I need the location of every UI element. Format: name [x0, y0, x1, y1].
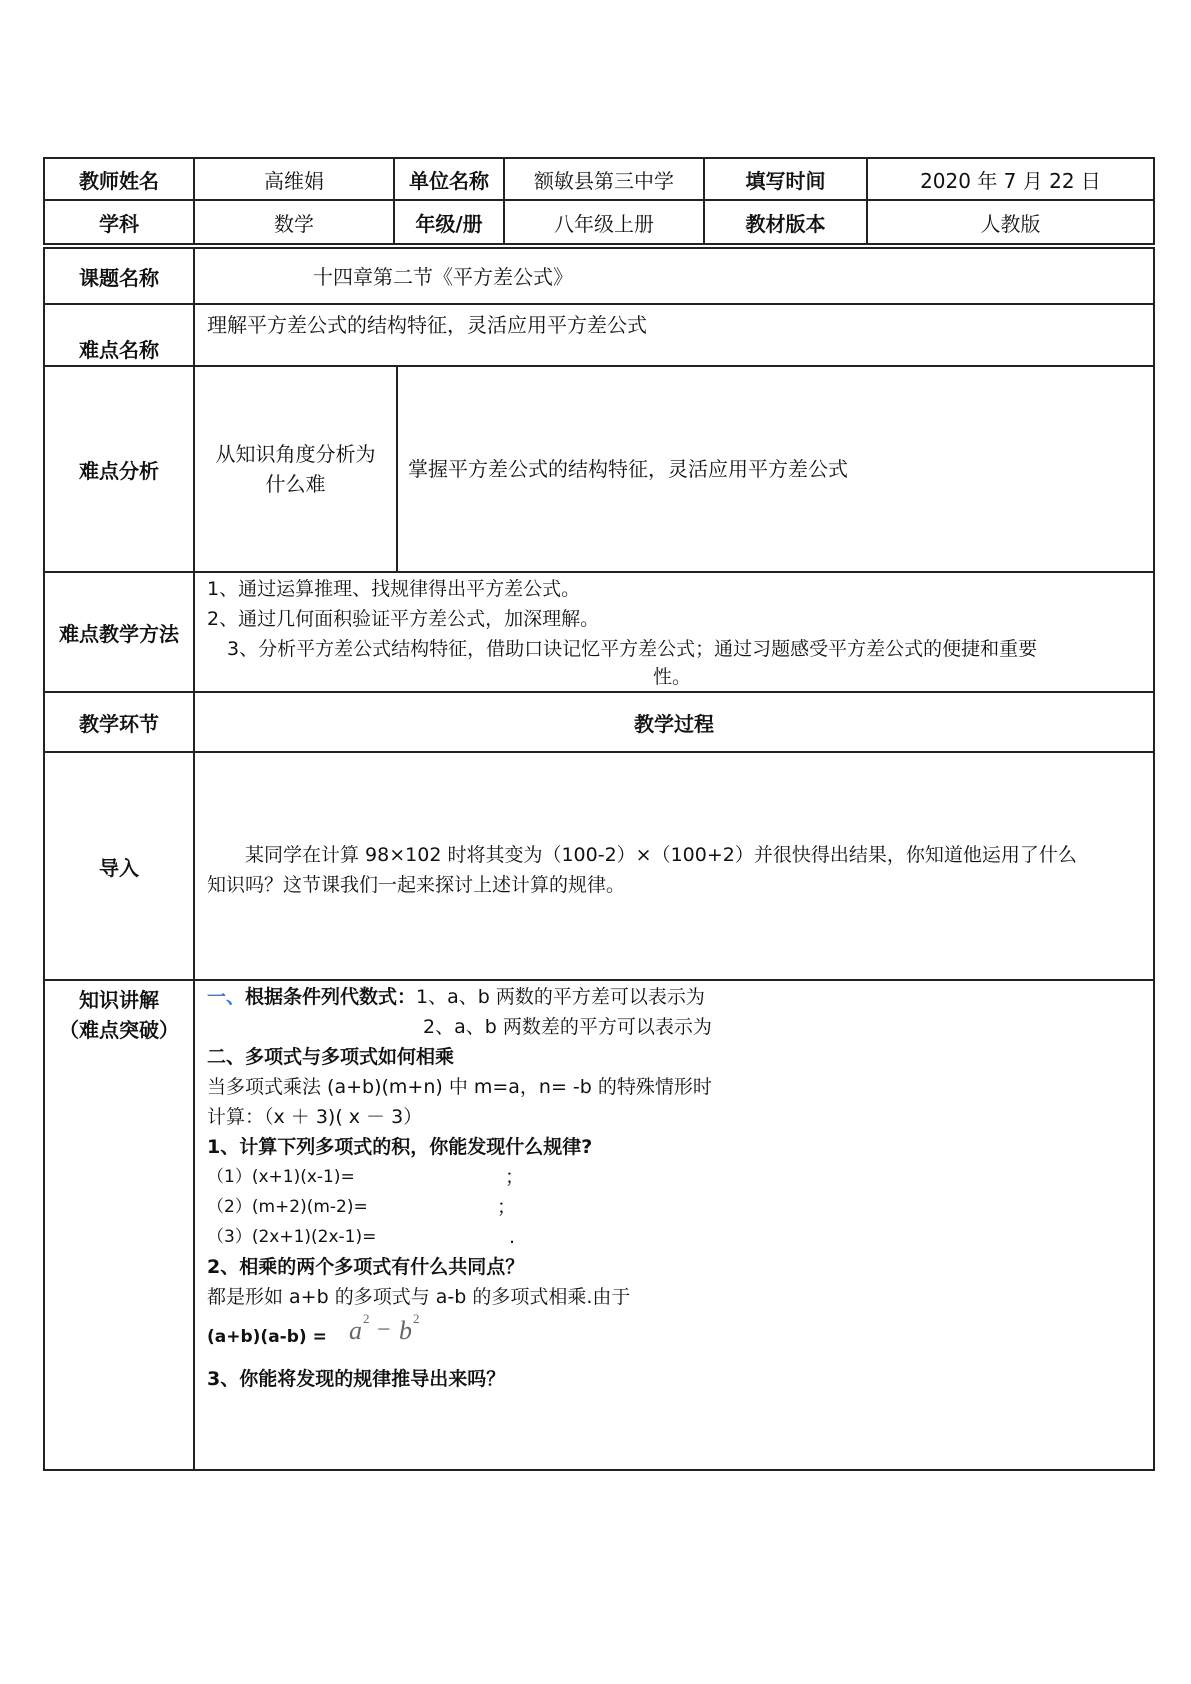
- intro-label: 导入: [45, 753, 195, 979]
- intro-line-2: 知识吗？这节课我们一起来探讨上述计算的规律。: [207, 874, 626, 896]
- question-3-end: .: [509, 1226, 516, 1248]
- subject-label: 学科: [45, 201, 195, 243]
- topic-row: [43, 247, 1155, 305]
- section-number: 一、: [207, 986, 246, 1008]
- analysis-sub-label-line-2: 什么难: [265, 472, 326, 496]
- section-text: 1、a、b 两数的平方差可以表示为: [416, 986, 705, 1008]
- question-1: （1）(x+1)(x-1)=: [207, 1167, 355, 1187]
- intro-line-1: 某同学在计算 98×102 时将其变为（100-2）×（100+2）并很快得出结果，你知道他运用了什么: [245, 844, 1077, 866]
- process-header-row: [43, 691, 1155, 753]
- knowledge-row: [43, 979, 1155, 1471]
- svg-text:2: 2: [413, 1311, 420, 1326]
- unit-value: 额敏县第三中学: [505, 159, 705, 199]
- formula-left: (a+b)(a-b) =: [207, 1327, 327, 1347]
- section-title: 根据条件列代数式：: [245, 986, 417, 1008]
- header-row-2: [43, 199, 1155, 245]
- difficulty-value: 理解平方差公式的结构特征，灵活应用平方差公式: [207, 313, 647, 337]
- analysis-label: 难点分析: [45, 367, 195, 571]
- knowledge-line-3: 二、多项式与多项式如何相乘: [207, 1046, 455, 1068]
- knowledge-line-7: 2、相乘的两个多项式有什么共同点？: [207, 1256, 525, 1278]
- intro-row: [43, 751, 1155, 981]
- edition-label: 教材版本: [705, 201, 868, 243]
- knowledge-line-1: [207, 983, 705, 1011]
- time-value: 2020 年 7 月 22 日: [920, 168, 1101, 193]
- difficulty-label: 难点名称: [45, 305, 195, 365]
- teacher-value: 高维娟: [195, 159, 395, 199]
- svg-text:a: a: [349, 1316, 362, 1345]
- subject-value: 数学: [195, 201, 395, 243]
- knowledge-label-line-1: 知识讲解: [79, 988, 159, 1012]
- unit-label: 单位名称: [395, 159, 505, 199]
- question-2-end: ；: [497, 1196, 517, 1218]
- knowledge-label: [45, 981, 195, 1469]
- knowledge-line-5: 计算：（x ＋ 3)( x － 3）: [207, 1106, 423, 1128]
- analysis-row: [43, 365, 1155, 573]
- process-title: 教学过程: [634, 711, 714, 736]
- time-label: 填写时间: [705, 159, 868, 199]
- knowledge-line-4: 当多项式乘法 (a+b)(m+n) 中 m=a，n= -b 的特殊情形时: [207, 1076, 712, 1098]
- topic-label: 课题名称: [45, 249, 195, 303]
- method-line-3: 3、分析平方差公式结构特征，借助口诀记忆平方差公式；通过习题感受平方差公式的便捷和重要: [227, 638, 1038, 660]
- edition-value: 人教版: [980, 211, 1041, 236]
- formula-image: [347, 1309, 433, 1349]
- knowledge-label-line-2: （难点突破）: [59, 1018, 179, 1042]
- method-line-2: 2、通过几何面积验证平方差公式，加深理解。: [207, 608, 600, 630]
- teacher-label: 教师姓名: [45, 159, 195, 199]
- grade-label: 年级/册: [395, 201, 505, 243]
- svg-text:2: 2: [363, 1311, 370, 1326]
- knowledge-line-6: 1、计算下列多项式的积，你能发现什么规律?: [207, 1136, 593, 1158]
- methods-row: [43, 571, 1155, 693]
- question-3: （3）(2x+1)(2x-1)=: [207, 1227, 377, 1247]
- methods-label: 难点教学方法: [45, 573, 195, 691]
- grade-value: 八年级上册: [505, 201, 705, 243]
- header-row-1: [43, 157, 1155, 201]
- question-2: （2）(m+2)(m-2)=: [207, 1197, 368, 1217]
- svg-text:b: b: [399, 1316, 412, 1345]
- svg-text:−: −: [377, 1317, 391, 1343]
- method-line-1: 1、通过运算推理、找规律得出平方差公式。: [207, 578, 581, 600]
- analysis-sub-label-line-1: 从知识角度分析为: [215, 442, 376, 466]
- knowledge-line-8: 都是形如 a+b 的多项式与 a-b 的多项式相乘.由于: [207, 1286, 631, 1308]
- analysis-sub-label: [195, 367, 398, 571]
- question-1-end: ；: [505, 1166, 525, 1188]
- knowledge-line-9: 3、你能将发现的规律推导出来吗？: [207, 1368, 506, 1390]
- method-line-4: 性。: [653, 666, 692, 688]
- process-stage-label: 教学环节: [45, 693, 195, 751]
- knowledge-line-2: 2、a、b 两数差的平方可以表示为: [423, 1016, 712, 1038]
- difficulty-row: [43, 303, 1155, 367]
- analysis-value: 掌握平方差公式的结构特征，灵活应用平方差公式: [408, 457, 848, 481]
- topic-value: 十四章第二节《平方差公式》: [313, 265, 573, 289]
